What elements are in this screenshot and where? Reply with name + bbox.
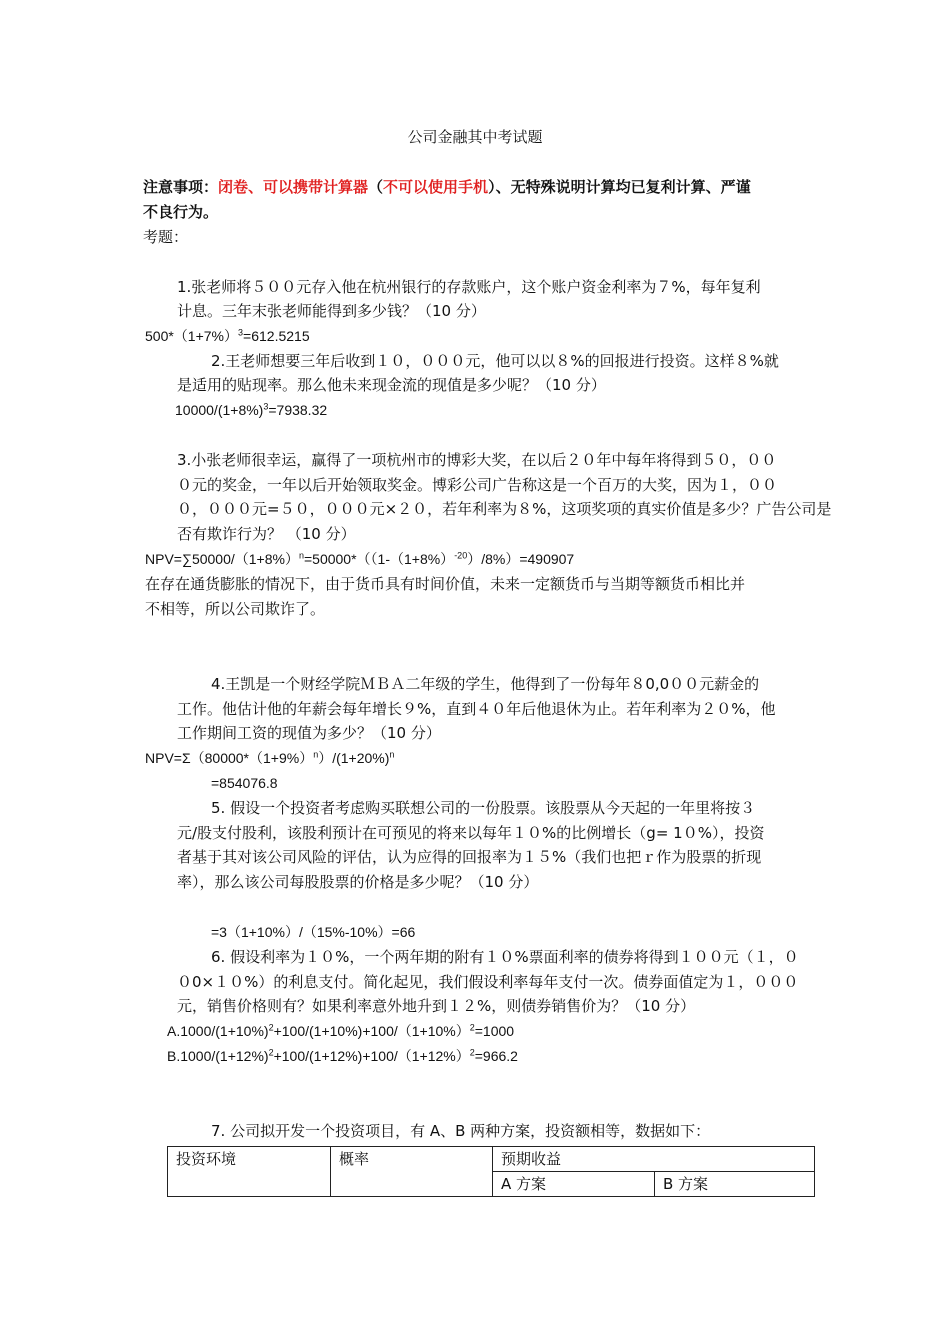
q5-text-line-4: 率），那么该公司每股股票的价格是多少呢？（10 分） <box>177 873 539 891</box>
q2-answer <box>175 399 327 421</box>
q3-answer-exp-1: n <box>298 550 304 561</box>
q3-answer <box>145 548 574 570</box>
q3-text-line-1: 3.小张老师很幸运，赢得了一项杭州市的博彩大奖，在以后２０年中每年将得到５０，００ <box>177 451 777 469</box>
q6-answer-a-exp-2: 2 <box>469 1022 475 1033</box>
q3-text-line-4: 否有欺诈行为？ （10 分） <box>177 525 356 543</box>
q4-answer-mid: ）/(1+20%) <box>318 750 390 766</box>
q7-data-table <box>167 1146 815 1197</box>
q7-text-line-1: 7. 公司拟开发一个投资项目，有 A、B 两种方案，投资额相等，数据如下： <box>211 1122 711 1140</box>
notice-line-1 <box>143 176 751 198</box>
q4-answer-result: =854076.8 <box>211 775 278 791</box>
table-row <box>168 1147 815 1172</box>
q2-answer-post: =7938.32 <box>268 402 328 418</box>
q6-answer-b-exp-2: 2 <box>469 1047 475 1058</box>
q3-answer-exp-2: -20 <box>454 550 468 561</box>
q6-answer-a-exp: 2 <box>268 1022 274 1033</box>
q1-answer-pre: 500*（1+7%） <box>145 328 239 344</box>
q3-text-line-2: ０元的奖金，一年以后开始领取奖金。博彩公司广告称这是一个百万的大奖，因为１，００ <box>177 476 778 494</box>
q6-answer-b-mid: +100/(1+12%)+100/（1+12%） <box>273 1048 470 1064</box>
table-header-probability: 概率 <box>331 1147 493 1197</box>
q3-text-line-3: ０，０００元=５０，０００元×２０，若年利率为８%，这项奖项的真实价值是多少？广告公司是 <box>177 500 832 518</box>
notice-red-1: 闭卷、可以携带计算器 <box>218 178 369 196</box>
notice-red-2: 不可以使用手机 <box>383 178 489 196</box>
q4-answer-exp-2: n <box>389 749 395 760</box>
q2-answer-exp: 3 <box>263 401 269 412</box>
notice-label: 注意事项： <box>143 178 219 196</box>
notice-line-2: 不良行为。 <box>143 203 219 221</box>
q6-answer-a-mid: +100/(1+10%)+100/（1+10%） <box>273 1023 470 1039</box>
exam-label: 考题： <box>143 228 189 246</box>
q3-answer-post: ）/8%）=490907 <box>467 551 575 567</box>
q3-explain-line-2: 不相等，所以公司欺诈了。 <box>145 600 326 618</box>
table-subheader-plan-a: A 方案 <box>493 1172 655 1197</box>
table-header-expected-return: 预期收益 <box>493 1147 815 1172</box>
q4-text-line-2: 工作。他估计他的年薪会每年增长９%，直到４０年后他退休为止。若年利率为２０%，他 <box>177 700 776 718</box>
q6-answer-b-exp: 2 <box>268 1047 274 1058</box>
q4-text-line-1: 4.王凯是一个财经学院ＭＢＡ二年级的学生，他得到了一份每年８0,0００元薪金的 <box>211 675 760 693</box>
q1-text-line-1: 1.张老师将５００元存入他在杭州银行的存款账户，这个账户资金利率为７%，每年复利 <box>177 278 761 296</box>
q6-text-line-2: ０0×１０%）的利息支付。简化起见，我们假设利率每年支付一次。债券面值定为１，０００ <box>177 973 799 991</box>
notice-rest-1: ）、无特殊说明计算均已复利计算、严谨 <box>488 178 751 196</box>
document-title: 公司金融其中考试题 <box>407 128 543 146</box>
q6-answer-a-pre: A.1000/(1+10%) <box>167 1023 269 1039</box>
q5-answer: =3（1+10%）/（15%-10%）=66 <box>211 924 416 940</box>
q6-text-line-1: 6. 假设利率为１０%，一个两年期的附有１０%票面利率的债券将得到１００元（１，０ <box>211 948 799 966</box>
q3-answer-pre: NPV=∑50000/（1+8%） <box>145 551 299 567</box>
q1-answer <box>145 325 310 347</box>
notice-paren: （ <box>368 178 384 196</box>
q2-answer-pre: 10000/(1+8%) <box>175 402 264 418</box>
q4-text-line-3: 工作期间工资的现值为多少？（10 分） <box>177 724 441 742</box>
q6-answer-b-post: =966.2 <box>474 1048 518 1064</box>
q3-answer-mid: =50000*（（1-（1+8%） <box>303 551 455 567</box>
q6-answer-b-pre: B.1000/(1+12%) <box>167 1048 269 1064</box>
q4-answer-pre: NPV=Σ（80000*（1+9%） <box>145 750 314 766</box>
q6-answer-a-post: =1000 <box>474 1023 515 1039</box>
q6-answer-a <box>167 1020 514 1042</box>
q5-text-line-2: 元/股支付股利，该股利预计在可预见的将来以每年１０%的比例增长（g= 1０%），投资 <box>177 824 765 842</box>
q5-text-line-3: 者基于其对该公司风险的评估，认为应得的回报率为１５%（我们也把ｒ作为股票的折现 <box>177 848 762 866</box>
q3-explain-line-1: 在存在通货膨胀的情况下，由于货币具有时间价值，未来一定额货币与当期等额货币相比并 <box>145 575 746 593</box>
q5-text-line-1: 5. 假设一个投资者考虑购买联想公司的一份股票。该股票从今天起的一年里将按３ <box>211 799 756 817</box>
q4-answer-exp-1: n <box>313 749 319 760</box>
q2-text-line-1: 2.王老师想要三年后收到１０，０００元，他可以以８%的回报进行投资。这样８%就 <box>211 352 779 370</box>
table-subheader-plan-b: B 方案 <box>655 1172 815 1197</box>
q6-answer-b <box>167 1045 518 1067</box>
q1-text-line-2: 计息。三年末张老师能得到多少钱？（10 分） <box>177 302 486 320</box>
table-header-environment: 投资环境 <box>168 1147 331 1197</box>
q2-text-line-2: 是适用的贴现率。那么他未来现金流的现值是多少呢？（10 分） <box>177 376 606 394</box>
q6-text-line-3: 元，销售价格则有？如果利率意外地升到１２%，则债券销售价为？（10 分） <box>177 997 696 1015</box>
q1-answer-exp: 3 <box>238 327 244 338</box>
q4-answer <box>145 747 394 769</box>
q1-answer-post: =612.5215 <box>243 328 310 344</box>
